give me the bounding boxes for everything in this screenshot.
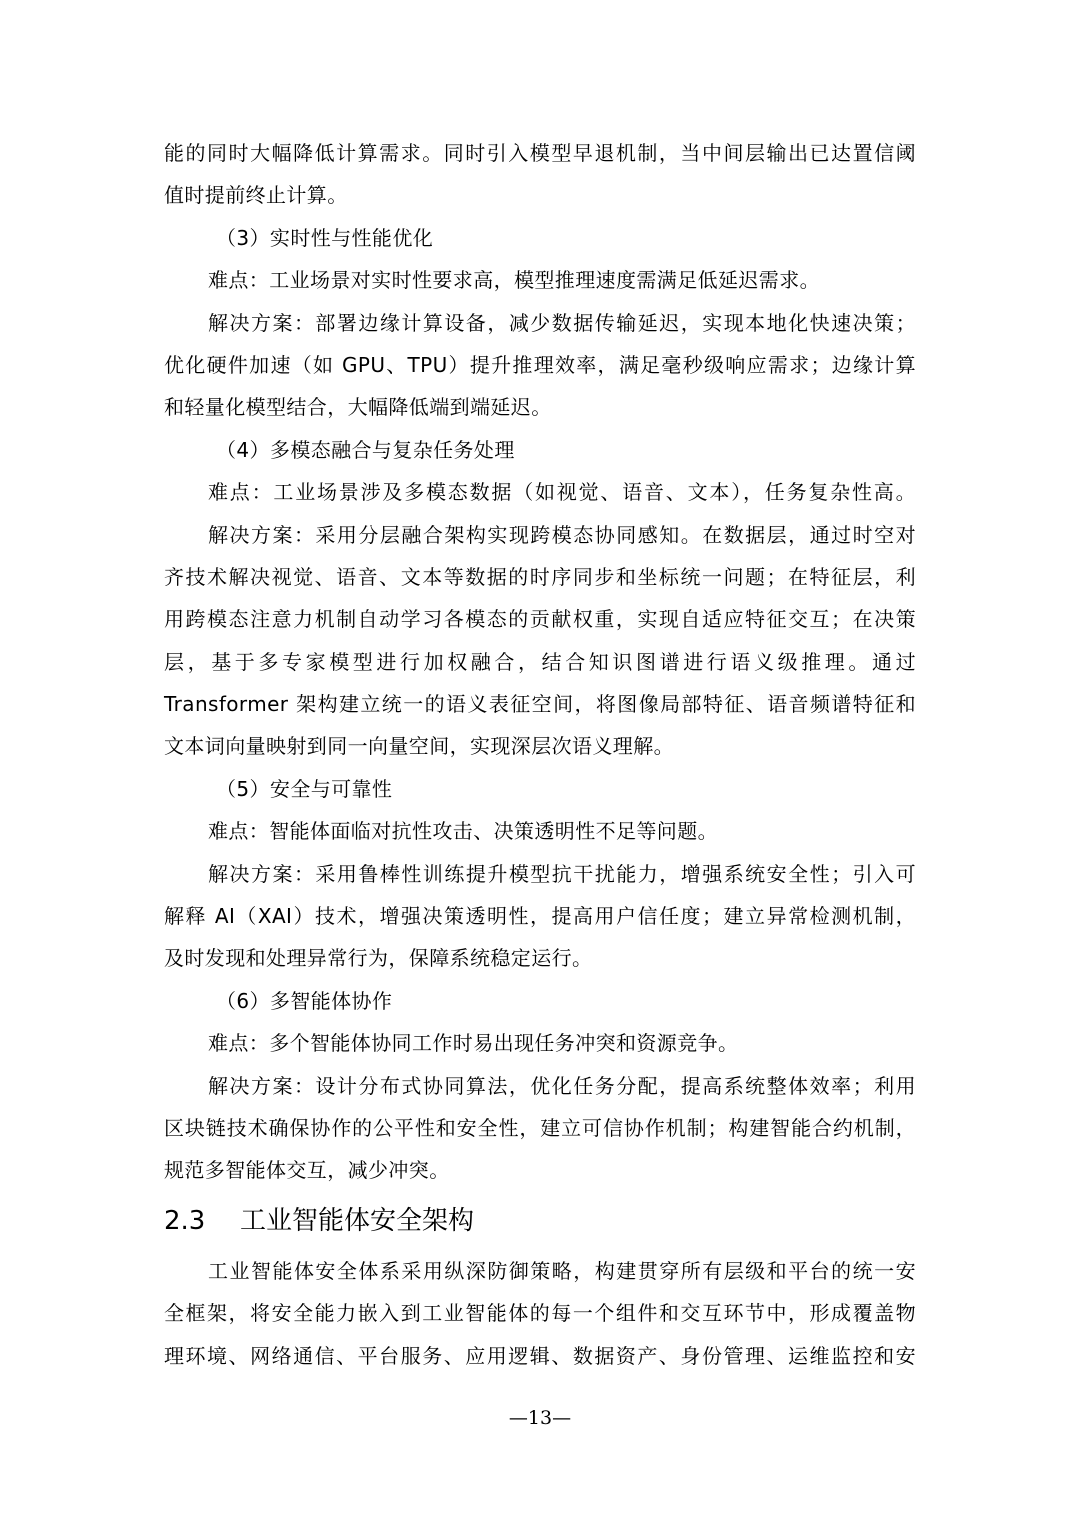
text-line: 工业智能体安全体系采用纵深防御策略，构建贯穿所有层级和平台的统一安 [208,1258,916,1283]
text-line: 及时发现和处理异常行为，保障系统稳定运行。 [164,946,593,971]
text-line: 规范多智能体交互，减少冲突。 [164,1158,450,1183]
text-line: 文本词向量映射到同一向量空间，实现深层次语义理解。 [164,734,674,759]
text-line: 能的同时大幅降低计算需求。同时引入模型早退机制，当中间层输出已达置信阈 [164,141,916,165]
text-line: 解决方案：设计分布式协同算法，优化任务分配，提高系统整体效率；利用 [208,1073,916,1098]
section-heading [164,1196,916,1246]
text-line: 齐技术解决视觉、语音、文本等数据的时序同步和坐标统一问题；在特征层，利 [164,564,916,589]
subsection-title: （3）实时性与性能优化 [216,225,434,250]
page-body [164,132,916,1377]
text-line: 难点：多个智能体协同工作时易出现任务冲突和资源竞争。 [208,1031,739,1056]
subsection-title: （5）安全与可靠性 [216,776,393,801]
text-line: 全框架，将安全能力嵌入到工业智能体的每一个组件和交互环节中，形成覆盖物 [164,1301,916,1326]
text-line: 用跨模态注意力机制自动学习各模态的贡献权重，实现自适应特征交互；在决策 [164,607,916,632]
text-line: 值时提前终止计算。 [164,183,348,208]
subsection-title: （6）多智能体协作 [216,988,393,1013]
text-line: 层，基于多专家模型进行加权融合，结合知识图谱进行语义级推理。通过 [164,649,916,674]
text-line: 理环境、网络通信、平台服务、应用逻辑、数据资产、身份管理、运维监控和安 [164,1343,916,1368]
text-line: 难点：智能体面临对抗性攻击、决策透明性不足等问题。 [208,819,718,844]
text-line: 难点：工业场景对实时性要求高，模型推理速度需满足低延迟需求。 [208,268,820,293]
section-number: 2.3 [164,1205,206,1236]
text-line: 解决方案：部署边缘计算设备，减少数据传输延迟，实现本地化快速决策； [208,310,916,335]
text-line: 解释 AI（XAI）技术，增强决策透明性，提高用户信任度；建立异常检测机制， [164,904,916,929]
page-number: —13— [508,1407,572,1429]
text-line: 解决方案：采用鲁棒性训练提升模型抗干扰能力，增强系统安全性；引入可 [208,861,916,886]
text-line: 优化硬件加速（如 GPU、TPU）提升推理效率，满足毫秒级响应需求；边缘计算 [164,352,916,377]
text-line: 难点：工业场景涉及多模态数据（如视觉、语音、文本），任务复杂性高。 [208,480,916,505]
text-line: Transformer 架构建立统一的语义表征空间，将图像局部特征、语音频谱特征和 [164,692,916,717]
section-title: 工业智能体安全架构 [240,1205,475,1236]
text-line: 解决方案：采用分层融合架构实现跨模态协同感知。在数据层，通过时空对 [208,522,916,547]
subsection-title: （4）多模态融合与复杂任务处理 [216,437,515,462]
text-line: 和轻量化模型结合，大幅降低端到端延迟。 [164,395,552,420]
text-line: 区块链技术确保协作的公平性和安全性，建立可信协作机制；构建智能合约机制， [164,1115,916,1140]
